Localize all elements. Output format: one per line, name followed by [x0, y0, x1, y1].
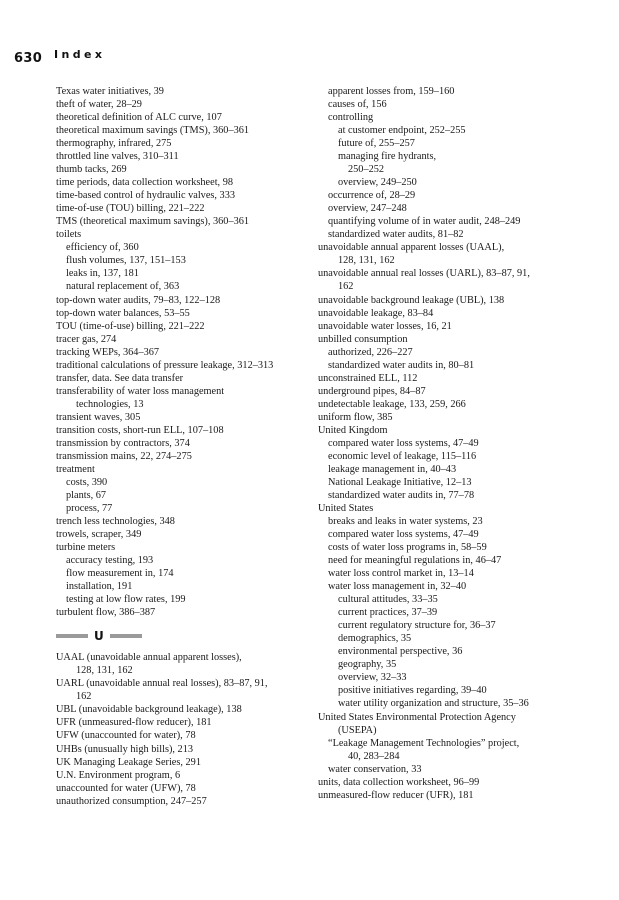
letter-heading — [56, 623, 321, 649]
index-entry: Texas water initiatives, 39 — [56, 86, 164, 97]
index-entry: theft of water, 28–29 — [56, 99, 142, 111]
index-entry: authorized, 226–227 — [328, 346, 413, 358]
index-column-right — [318, 85, 588, 802]
index-entry: cultural attitudes, 33–35 — [338, 594, 438, 606]
index-entry: National Leakage Initiative, 12–13 — [328, 476, 472, 488]
index-entry-continuation: 162 — [76, 691, 92, 703]
index-entry: unavoidable annual apparent losses (UAAL), — [318, 242, 505, 254]
index-entry: compared water loss systems, 47–49 — [328, 437, 479, 449]
index-entry: unconstrained ELL, 112 — [318, 372, 418, 384]
index-entry: UFW (unaccounted for water), 78 — [56, 730, 196, 742]
index-entry: treatment — [56, 463, 95, 475]
index-entry: UHBs (unusually high bills), 213 — [56, 743, 194, 755]
index-entry: transition costs, short-run ELL, 107–108 — [56, 424, 224, 436]
index-entry: standardized water audits in, 80–81 — [328, 359, 475, 371]
index-entry: demographics, 35 — [338, 633, 412, 645]
index-entry: unaccounted for water (UFW), 78 — [56, 782, 196, 794]
index-entry: top-down water balances, 53–55 — [56, 307, 190, 319]
index-entry: undetectable leakage, 133, 259, 266 — [318, 398, 466, 410]
letter-heading-label: U — [94, 628, 104, 643]
index-entry: United Kingdom — [318, 424, 388, 436]
index-entry: unavoidable water losses, 16, 21 — [318, 320, 452, 332]
index-entry: current practices, 37–39 — [338, 607, 438, 619]
index-entry: tracking WEPs, 364–367 — [56, 346, 160, 358]
index-entry: flow measurement in, 174 — [66, 568, 174, 580]
index-entry: managing fire hydrants, — [338, 151, 437, 163]
index-entry: thumb tacks, 269 — [56, 164, 127, 176]
index-entry-continuation: 250–252 — [348, 164, 385, 176]
index-entry: theoretical definition of ALC curve, 107 — [56, 112, 222, 124]
index-entry: at customer endpoint, 252–255 — [338, 125, 466, 137]
index-entry: transmission mains, 22, 274–275 — [56, 450, 192, 462]
index-entry: trowels, scraper, 349 — [56, 529, 142, 541]
index-entry: theoretical maximum savings (TMS), 360–361 — [56, 125, 250, 137]
index-entry: quantifying volume of in water audit, 248–249 — [328, 216, 521, 228]
index-entry: time periods, data collection worksheet, 98 — [56, 177, 233, 189]
index-entry: UK Managing Leakage Series, 291 — [56, 756, 201, 768]
index-entry: top-down water audits, 79–83, 122–128 — [56, 294, 221, 306]
index-entry: time-of-use (TOU) billing, 221–222 — [56, 203, 205, 215]
index-entry: overview, 247–248 — [328, 203, 407, 215]
index-entry: unmeasured-flow reducer (UFR), 181 — [318, 789, 474, 801]
index-entry: uniform flow, 385 — [318, 411, 393, 423]
index-entry: water loss control market in, 13–14 — [328, 568, 474, 580]
index-entry: water utility organization and structure, 35–36 — [338, 698, 529, 710]
index-entry: TOU (time-of-use) billing, 221–222 — [56, 320, 205, 332]
index-entry: accuracy testing, 193 — [66, 555, 154, 567]
index-entry: thermography, infrared, 275 — [56, 138, 172, 150]
index-entry: turbulent flow, 386–387 — [56, 607, 156, 619]
index-entry-continuation: 162 — [338, 281, 354, 293]
index-entry: overview, 32–33 — [338, 672, 407, 684]
letter-heading-rule — [56, 634, 88, 638]
index-entry: underground pipes, 84–87 — [318, 385, 426, 397]
index-entry: positive initiatives regarding, 39–40 — [338, 685, 487, 697]
index-entry: turbine meters — [56, 542, 116, 554]
index-entry: unbilled consumption — [318, 333, 408, 345]
index-entry: “Leakage Management Technologies” project, — [328, 737, 520, 749]
index-entry: controlling — [328, 112, 374, 124]
running-head: Index — [54, 48, 106, 61]
index-entry: process, 77 — [66, 503, 113, 514]
index-entry: transmission by contractors, 374 — [56, 437, 190, 449]
index-entry: U.N. Environment program, 6 — [56, 769, 181, 781]
index-entry: future of, 255–257 — [338, 138, 415, 150]
index-entry-continuation: technologies, 13 — [76, 398, 144, 410]
index-entry: environmental perspective, 36 — [338, 646, 463, 658]
index-entry: overview, 249–250 — [338, 177, 417, 189]
index-entry: leakage management in, 40–43 — [328, 463, 457, 475]
index-entry: apparent losses from, 159–160 — [328, 86, 455, 97]
index-entry: unauthorized consumption, 247–257 — [56, 795, 207, 807]
index-entry: causes of, 156 — [328, 99, 387, 111]
index-entry: standardized water audits, 81–82 — [328, 229, 464, 241]
index-entry-continuation: 128, 131, 162 — [76, 665, 133, 677]
index-entry: flush volumes, 137, 151–153 — [66, 255, 186, 267]
index-entry: trench less technologies, 348 — [56, 516, 175, 528]
index-entry: breaks and leaks in water systems, 23 — [328, 516, 483, 528]
index-entry: unavoidable leakage, 83–84 — [318, 307, 434, 319]
index-entry: unavoidable background leakage (UBL), 138 — [318, 294, 505, 306]
index-entry: toilets — [56, 229, 82, 241]
index-entry-continuation: (USEPA) — [338, 724, 377, 736]
index-entry: economic level of leakage, 115–116 — [328, 450, 477, 462]
index-entry: costs, 390 — [66, 476, 108, 488]
index-entry-continuation: 128, 131, 162 — [338, 255, 395, 267]
index-entry: leaks in, 137, 181 — [66, 268, 139, 280]
index-entry: costs of water loss programs in, 58–59 — [328, 542, 487, 554]
index-entry: United States Environmental Protection Agency — [318, 711, 516, 723]
index-entry: UBL (unavoidable background leakage), 138 — [56, 704, 242, 716]
index-entry: plants, 67 — [66, 489, 107, 501]
index-entry: time-based control of hydraulic valves, 333 — [56, 190, 235, 202]
index-entry: need for meaningful regulations in, 46–47 — [328, 555, 502, 567]
index-entry: water loss management in, 32–40 — [328, 581, 467, 593]
index-entry-continuation: 40, 283–284 — [348, 750, 400, 762]
index-entry: transferability of water loss management — [56, 385, 225, 397]
index-entry: geography, 35 — [338, 659, 397, 671]
index-entry: TMS (theoretical maximum savings), 360–361 — [56, 216, 250, 228]
index-entry: occurrence of, 28–29 — [328, 190, 416, 202]
index-entry: efficiency of, 360 — [66, 242, 139, 254]
index-entry: UAAL (unavoidable annual apparent losses), — [56, 652, 242, 664]
index-entry: compared water loss systems, 47–49 — [328, 529, 479, 541]
index-entry: natural replacement of, 363 — [66, 281, 180, 293]
page-number: 630 — [14, 51, 43, 66]
index-entry: tracer gas, 274 — [56, 333, 117, 345]
index-entry: water conservation, 33 — [328, 763, 422, 775]
index-entry: testing at low flow rates, 199 — [66, 594, 186, 606]
index-entry: UARL (unavoidable annual real losses), 83–87, 91, — [56, 678, 268, 690]
index-entry: unavoidable annual real losses (UARL), 83–87, 91, — [318, 268, 530, 280]
index-entry: transient waves, 305 — [56, 411, 141, 423]
index-entry: United States — [318, 503, 374, 514]
index-entry: throttled line valves, 310–311 — [56, 151, 179, 163]
index-entry: traditional calculations of pressure leakage, 312–313 — [56, 359, 274, 371]
page-header — [14, 47, 106, 66]
index-entry: installation, 191 — [66, 581, 133, 593]
index-entry: current regulatory structure for, 36–37 — [338, 620, 496, 632]
index-entry: transfer, data. See data transfer — [56, 372, 184, 384]
index-entry: units, data collection worksheet, 96–99 — [318, 776, 480, 788]
letter-heading-rule — [110, 634, 142, 638]
index-entry: standardized water audits in, 77–78 — [328, 489, 475, 501]
index-column-left — [56, 85, 321, 808]
index-entry: UFR (unmeasured-flow reducer), 181 — [56, 717, 212, 729]
